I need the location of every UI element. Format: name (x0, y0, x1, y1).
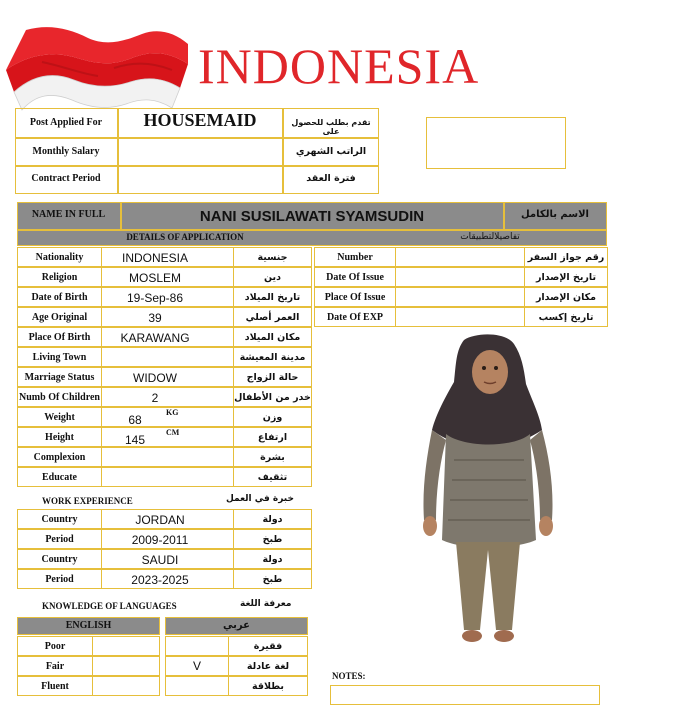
language-level-label: Fluent (17, 676, 93, 696)
name-label: NAME IN FULL (31, 209, 106, 220)
passport-label-ar: رقم جواز السفر (524, 247, 608, 267)
passport-label-cell: Date Of EXP (314, 307, 396, 327)
passport-value-cell (395, 287, 525, 307)
details-header-ar: تفاصيلالتطبيقات (460, 232, 520, 242)
work-label-ar: طبخ (233, 569, 312, 589)
english-header-label: ENGLISH (65, 620, 112, 631)
unit-label: KG (166, 408, 179, 417)
details-value-cell (101, 447, 234, 467)
details-label-cell: Date of Birth (17, 287, 102, 307)
language-level-ar: لغة عادلة (228, 656, 308, 676)
work-label-ar: دولة (233, 509, 312, 529)
salary-ar: الراتب الشهري (295, 146, 367, 157)
details-header-label: DETAILS OF APPLICATION (126, 232, 244, 242)
details-value: 145 (124, 433, 146, 447)
language-level-ar: بطلاقة (228, 676, 308, 696)
applicant-photo (414, 330, 564, 650)
contract-label: Contract Period (31, 173, 101, 184)
details-value-cell (101, 347, 234, 367)
details-label-cell: Age Original (17, 307, 102, 327)
details-label-cell: Height (17, 427, 102, 447)
passport-value-cell (395, 247, 525, 267)
passport-label-ar: تاريخ الإصدار (524, 267, 608, 287)
details-label-ar: وزن (233, 407, 312, 427)
details-label-cell: Nationality (17, 247, 102, 267)
language-level-ar: فقيرة (228, 636, 308, 656)
work-value: SAUDI (141, 553, 179, 567)
work-label-cell: Country (17, 549, 102, 569)
arabic-level-mark (165, 636, 229, 656)
details-value: 39 (148, 311, 162, 325)
details-value-cell (101, 467, 234, 487)
arabic-header-label: عربي (223, 620, 250, 631)
indonesia-flag-icon (2, 22, 192, 112)
language-level-label: Fair (17, 656, 93, 676)
passport-label-ar: تاريخ إكسب (524, 307, 608, 327)
notes-box (330, 685, 600, 705)
english-level-mark (92, 656, 160, 676)
details-value: 2 (151, 391, 159, 405)
work-experience-title-ar: خبرة في العمل (226, 494, 294, 504)
details-label-ar: بشرة (233, 447, 312, 467)
country-title: INDONESIA (198, 38, 480, 94)
details-label-ar: دين (233, 267, 312, 287)
work-value: JORDAN (135, 513, 185, 527)
work-label-cell: Period (17, 569, 102, 589)
details-label-ar: خدر من الأطفال (233, 387, 312, 407)
work-value: 2009-2011 (131, 533, 189, 547)
work-label-cell: Period (17, 529, 102, 549)
passport-value-cell (395, 307, 525, 327)
work-experience-title: WORK EXPERIENCE (42, 496, 133, 506)
unit-label: CM (166, 428, 180, 437)
details-label-cell: Educate (17, 467, 102, 487)
details-value: KARAWANG (120, 331, 190, 345)
work-value: 2023-2025 (131, 573, 189, 587)
work-label-ar: دولة (233, 549, 312, 569)
name-label-ar: الاسم بالكامل (521, 209, 589, 220)
english-level-mark (92, 676, 160, 696)
details-label-cell: Marriage Status (17, 367, 102, 387)
details-label-ar: تاريخ الميلاد (233, 287, 312, 307)
languages-title-ar: معرفة اللغة (240, 599, 292, 609)
english-level-mark (92, 636, 160, 656)
details-label-cell: Complexion (17, 447, 102, 467)
passport-label-ar: مكان الإصدار (524, 287, 608, 307)
full-name-value: NANI SUSILAWATI SYAMSUDIN (199, 208, 425, 225)
details-label-cell: Place Of Birth (17, 327, 102, 347)
details-label-cell: Religion (17, 267, 102, 287)
details-label-ar: جنسية (233, 247, 312, 267)
details-label-cell: Weight (17, 407, 102, 427)
details-value: MOSLEM (128, 271, 181, 285)
details-label-ar: مكان الميلاد (233, 327, 312, 347)
details-label-ar: حالة الزواج (233, 367, 312, 387)
languages-title: KNOWLEDGE OF LANGUAGES (42, 601, 177, 611)
photo-id-box (426, 117, 566, 169)
passport-label-cell: Number (314, 247, 396, 267)
work-label-cell: Country (17, 509, 102, 529)
details-value: INDONESIA (121, 251, 188, 265)
language-level-label: Poor (17, 636, 93, 656)
notes-label: NOTES: (332, 671, 366, 681)
passport-label-cell: Date Of Issue (314, 267, 396, 287)
passport-value-cell (395, 267, 525, 287)
work-label-ar: طبخ (233, 529, 312, 549)
details-value: 68 (128, 413, 142, 427)
details-label-cell: Living Town (17, 347, 102, 367)
post-applied-ar: تقدم بطلب للحصول على (291, 118, 371, 136)
details-value: 19-Sep-86 (126, 291, 184, 305)
arabic-level-mark: V (165, 656, 229, 676)
contract-ar: فترة العقد (306, 173, 356, 184)
details-label-ar: ارتفاع (233, 427, 312, 447)
post-applied-value: HOUSEMAID (143, 110, 257, 130)
details-label-ar: العمر أصلي (233, 307, 312, 327)
salary-label: Monthly Salary (32, 146, 100, 157)
details-label-ar: مدينة المعيشة (233, 347, 312, 367)
details-label-ar: تثقيف (233, 467, 312, 487)
details-label-cell: Numb Of Children (17, 387, 102, 407)
details-value: WIDOW (133, 371, 177, 385)
passport-label-cell: Place Of Issue (314, 287, 396, 307)
arabic-level-mark (165, 676, 229, 696)
post-applied-label: Post Applied For (29, 117, 103, 128)
